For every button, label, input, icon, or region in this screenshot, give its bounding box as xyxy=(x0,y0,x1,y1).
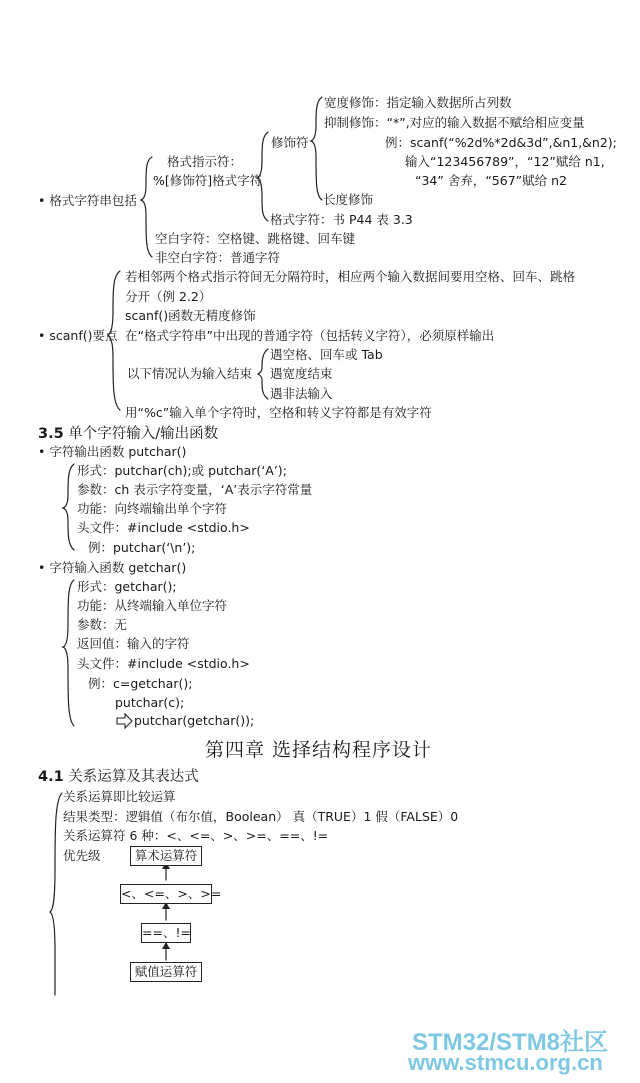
width-modifier-line: 宽度修饰：指定输入数据所占列数 xyxy=(324,95,512,110)
getchar-example-1: 例：c=getchar(); xyxy=(88,676,193,691)
priority-label: 优先级 xyxy=(63,848,101,863)
putchar-bullet: • 字符输出函数 putchar() xyxy=(38,444,187,459)
operators-line: 关系运算符 6 种：<、<=、>、>=、==、!= xyxy=(63,828,329,843)
section-title: 单个字符输入/输出函数 xyxy=(63,426,219,442)
nonwhitespace-line: 非空白字符：普通字符 xyxy=(155,250,281,265)
getchar-header: 头文件：#include <stdio.h> xyxy=(77,656,250,671)
modifier-label: 修饰符 xyxy=(271,135,309,150)
separator-line-2: 分开（例 2.2） xyxy=(125,289,212,304)
getchar-function: 功能：从终端输入单位字符 xyxy=(77,598,228,613)
spec-form: %[修饰符]格式字符 xyxy=(153,173,263,188)
section-number: 3.5 xyxy=(38,426,64,442)
result-type-line: 结果类型：逻辑值（布尔值，Boolean） 真（TRUE）1 假（FALSE）0 xyxy=(63,809,459,824)
putchar-header: 头文件：#include <stdio.h> xyxy=(77,520,250,535)
no-precision-line: scanf()函数无精度修饰 xyxy=(125,308,256,323)
getchar-return: 返回值：输入的字符 xyxy=(77,636,190,651)
section-number: 4.1 xyxy=(38,769,64,785)
format-char-line: 格式字符：书 P44 表 3.3 xyxy=(270,212,413,227)
getchar-form: 形式：getchar(); xyxy=(77,579,177,594)
space-tab-line: 遇空格、回车或 Tab xyxy=(270,347,383,362)
format-string-bullet: • 格式字符串包括 xyxy=(38,193,137,208)
putchar-params: 参数：ch 表示字符变量，‘A’表示字符常量 xyxy=(77,482,313,497)
pct-c-line: 用“%c”输入单个字符时，空格和转义字符都是有效字符 xyxy=(125,405,432,420)
getchar-bullet: • 字符输入函数 getchar() xyxy=(38,560,187,575)
watermark-title: STM32/STM8社区 xyxy=(412,1029,609,1056)
putchar-function: 功能：向终端输出单个字符 xyxy=(77,501,228,516)
separator-line-1: 若相邻两个格式指示符间无分隔符时，相应两个输入数据间要用空格、回车、跳格 xyxy=(125,269,576,284)
getchar-params: 参数：无 xyxy=(77,617,128,632)
suppress-modifier-line: 抑制修饰：“*”,对应的输入数据不赋给相应变量 xyxy=(324,115,585,130)
width-end-line: 遇宽度结束 xyxy=(270,366,333,381)
assignment-operators-box: 赋值运算符 xyxy=(130,962,202,982)
compare-line: 关系运算即比较运算 xyxy=(63,789,176,804)
putchar-form: 形式：putchar(ch);或 putchar(‘A’); xyxy=(77,463,287,478)
watermark-url: www.stmcu.org.cn xyxy=(408,1050,603,1075)
arithmetic-operators-box: 算术运算符 xyxy=(130,846,202,866)
ordinary-chars-line: 在“格式字符串”中出现的普通字符（包括转义字符），必须原样输出 xyxy=(125,328,495,343)
getchar-example-3: putchar(getchar()); xyxy=(134,713,255,728)
input-end-line: 以下情况认为输入结束 xyxy=(127,366,253,381)
equality-operators-box: ==、!= xyxy=(141,923,191,943)
section-4-1-heading xyxy=(38,769,199,785)
section-title: 关系运算及其表达式 xyxy=(63,769,199,785)
spec-title: 格式指示符： xyxy=(167,154,243,169)
hollow-right-arrow-icon xyxy=(117,714,132,728)
scanf-example-line: 例：scanf(“%2d%*2d&3d”,&n1,&n2); xyxy=(385,135,617,150)
length-modifier-line: 长度修饰 xyxy=(323,192,374,207)
illegal-input-line: 遇非法输入 xyxy=(270,386,333,401)
input-example-line: 输入“123456789”，“12”赋给 n1, xyxy=(405,154,605,169)
discard-example-line: “34” 舍弃，“567”赋给 n2 xyxy=(415,173,567,188)
whitespace-line: 空白字符：空格键、跳格键、回车键 xyxy=(155,231,356,246)
chapter-title: 第四章 选择结构程序设计 xyxy=(205,739,433,761)
scanf-bullet: • scanf()要点 xyxy=(38,328,118,343)
relational-operators-box: <、<=、>、>= xyxy=(120,884,212,904)
getchar-example-2: putchar(c); xyxy=(115,695,185,710)
putchar-example: 例：putchar(‘\n’); xyxy=(88,540,196,555)
section-3-5-heading xyxy=(38,426,218,442)
